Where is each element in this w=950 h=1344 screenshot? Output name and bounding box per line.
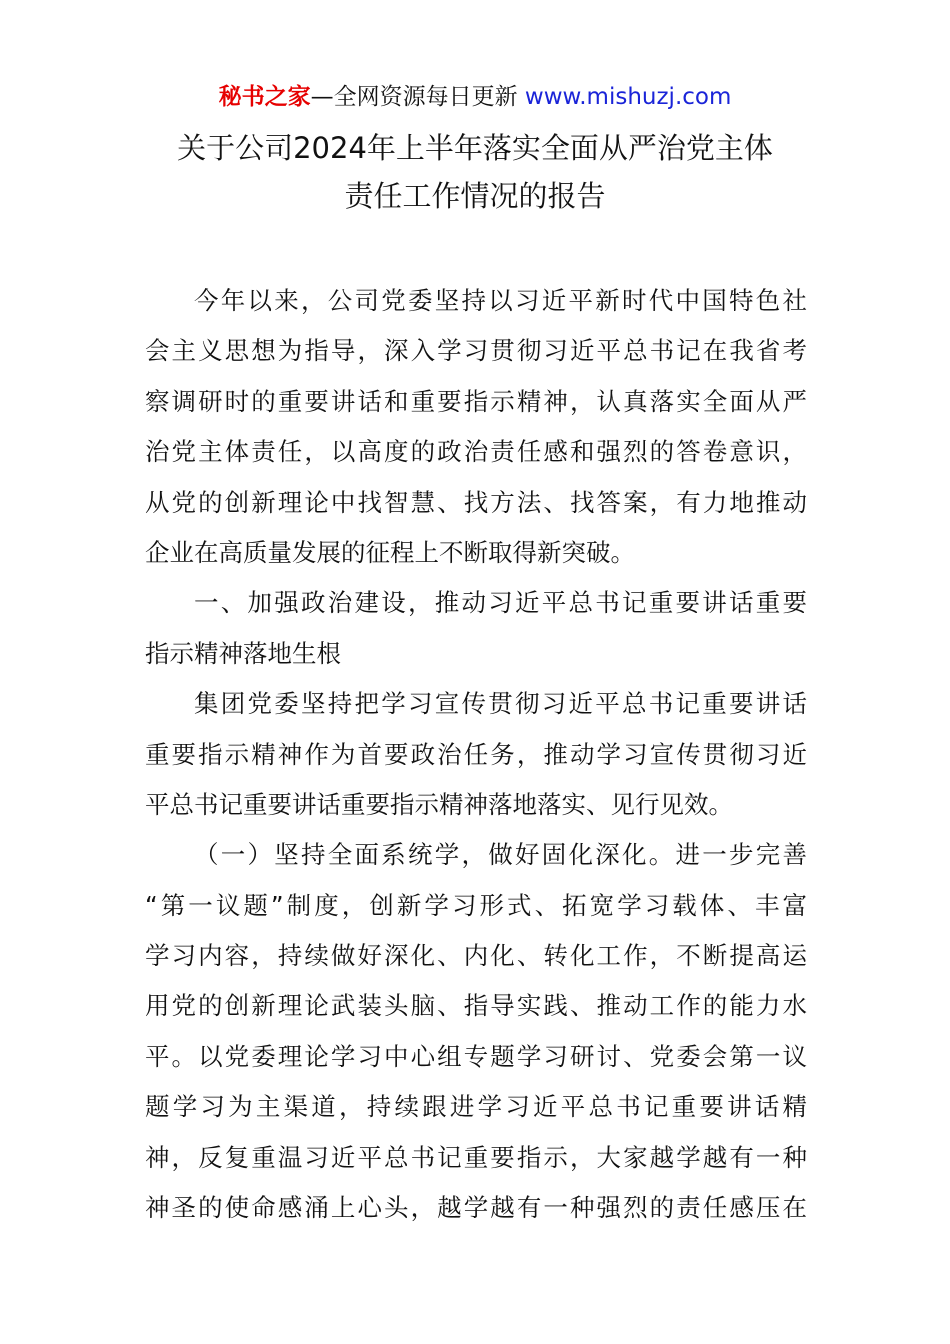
site-url-link[interactable]: www.mishuzj.com bbox=[524, 84, 732, 110]
body-line: 平总书记重要讲话重要指示精神落地落实、见行见效。 bbox=[145, 789, 733, 819]
section-heading-line: 指示精神落地生根 bbox=[145, 638, 341, 668]
body-line: 治党主体责任，以高度的政治责任感和强烈的答卷意识， bbox=[145, 437, 807, 467]
document-body bbox=[145, 276, 807, 1233]
body-line: 重要指示精神作为首要政治任务，推动学习宣传贯彻习近 bbox=[145, 739, 807, 769]
title-line-2: 责任工作情况的报告 bbox=[344, 179, 606, 213]
body-line: 用党的创新理论武装头脑、指导实践、推动工作的能力水 bbox=[145, 991, 807, 1021]
body-line: 平。以党委理论学习中心组专题学习研讨、党委会第一议 bbox=[145, 1041, 807, 1071]
body-line: 企业在高质量发展的征程上不断取得新突破。 bbox=[145, 537, 635, 567]
body-line: 神圣的使命感涌上心头，越学越有一种强烈的责任感压在 bbox=[145, 1193, 807, 1223]
body-line: 会主义思想为指导，深入学习贯彻习近平总书记在我省考 bbox=[145, 336, 807, 366]
body-line: （一）坚持全面系统学，做好固化深化。进一步完善 bbox=[194, 840, 807, 870]
site-header bbox=[0, 80, 950, 114]
body-line: 神，反复重温习近平总书记重要指示，大家越学越有一种 bbox=[145, 1142, 807, 1172]
body-line: 今年以来，公司党委坚持以习近平新时代中国特色社 bbox=[194, 286, 807, 315]
section-heading-line: 一、加强政治建设，推动习近平总书记重要讲话重要 bbox=[194, 588, 807, 618]
site-tagline: —全网资源每日更新 bbox=[310, 84, 518, 110]
body-line: “第一议题”制度，创新学习形式、拓宽学习载体、丰富 bbox=[145, 890, 807, 920]
title-line-1: 关于公司2024年上半年落实全面从严治党主体 bbox=[177, 131, 773, 165]
site-brand: 秘书之家 bbox=[218, 84, 311, 110]
body-line: 集团党委坚持把学习宣传贯彻习近平总书记重要讲话 bbox=[194, 689, 807, 719]
body-line: 题学习为主渠道，持续跟进学习近平总书记重要讲话精 bbox=[145, 1092, 807, 1122]
body-line: 从党的创新理论中找智慧、找方法、找答案，有力地推动 bbox=[145, 487, 807, 517]
body-line: 察调研时的重要讲话和重要指示精神，认真落实全面从严 bbox=[145, 386, 807, 416]
body-line: 学习内容，持续做好深化、内化、转化工作，不断提高运 bbox=[145, 941, 807, 971]
document-title bbox=[120, 124, 830, 220]
